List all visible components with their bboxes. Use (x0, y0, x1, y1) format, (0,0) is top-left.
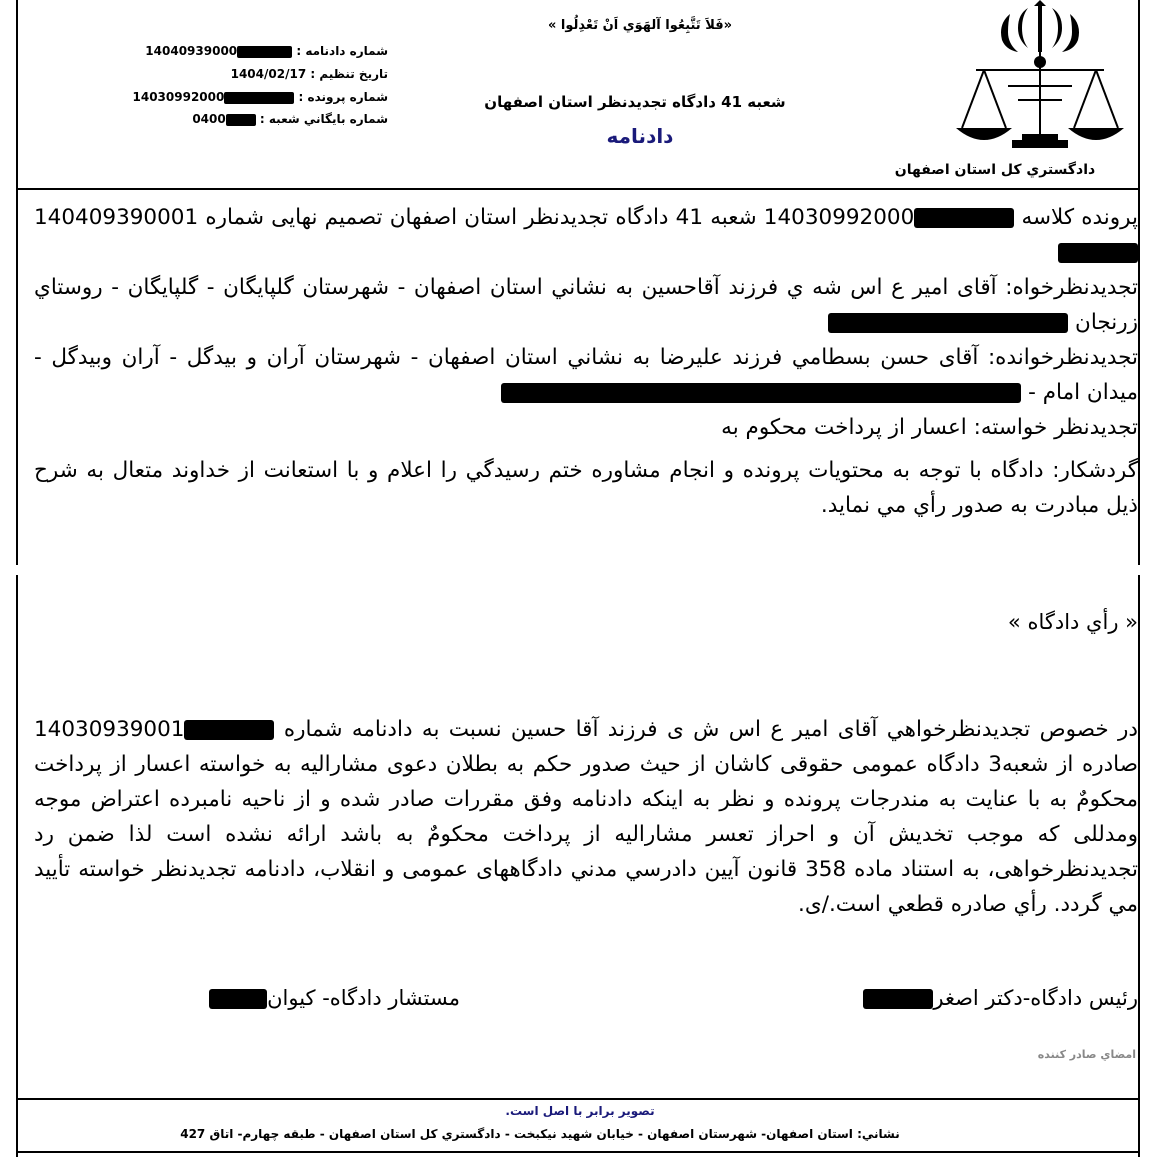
case-number-row (108, 90, 388, 104)
footer-bottom-line (16, 1151, 1140, 1153)
judiciary-emblem-icon (948, 0, 1133, 158)
verdict-reasoning: صادره از شعبه3 دادگاه عمومی حقوقی كاشان از حيث صدور حكم به بطلان دعوی مشاراليه به خواسته اعسار از پرداخت محكومٌ به با عنايت به مندرجات پرونده و نظر به اينكه دادنامه وفق مقررات صادر شده و از ناحيه نامبرده اعتراض موجه ومدللی كه موجب تخديش آن و احراز تعسر مشاراليه از پرداخت محكومٌ به باشد ارائه نشده است لذا ضمن رد تجديدنظرخواهی، به استناد ماده 358 قانون آيين دادرسي مدني دادگاههای عمومی و انقلاب، دادنامه تجدیدنظر خواسته تأیید مي گردد. رأي صادره قطعي است./ى. (34, 752, 1139, 917)
verdict-intro: در خصوص تجديدنظرخواهي آقای امير ع اس ش ى فرزند آقا حسين نسبت به دادنامه شماره (283, 717, 1138, 742)
decision-number-inline: 140409390001 (34, 205, 1138, 265)
case-number-value: 14030992000 (133, 90, 295, 104)
footer-divider (16, 1098, 1140, 1100)
case-reference: پرونده كلاسه 14030992000 شعبه 41 دادگاه تجدیدنظر استان اصفهان تصميم نهايی شماره 140409390001 (34, 200, 1138, 270)
issue-date-value: 1404/02/17 (230, 67, 307, 81)
judiciary-name: دادگستري كل استان اصفهان (894, 162, 1096, 178)
frame-left-top (16, 0, 18, 565)
case-number-label: شماره پرونده : (298, 90, 388, 104)
request-line: تجدیدنظر خواسته: اعسار از پرداخت محكوم به (721, 415, 1138, 440)
issue-date-label: تاريخ تنظيم : (310, 67, 388, 81)
frame-right-bottom (1138, 575, 1140, 1157)
footer-address: نشاني: استان اصفهان- شهرستان اصفهان - خيابان شهيد نيكبخت - دادگستري كل استان اصفهان - طبقه چهارم- اتاق 427 (180, 1127, 900, 1141)
advisor-signature: مستشار دادگاه- كيوان (160, 986, 460, 1010)
certified-copy-note: تصوير برابر با اصل است. (505, 1104, 655, 1118)
court-branch-title: شعبه 41 دادگاه تجدیدنظر استان اصفهان (484, 93, 786, 111)
verdict-body (34, 712, 1138, 922)
signer-label: امضاي صادر كننده (1037, 1048, 1136, 1061)
header-divider (16, 188, 1140, 190)
decision-number-label: شماره دادنامه : (296, 44, 388, 58)
verdict-ref-number: 14030939001 (34, 717, 274, 742)
document-type-title: دادنامه (606, 124, 674, 148)
chief-signature: رئيس دادگاه-دكتر اصغر (800, 986, 1138, 1010)
decision-number-value: 14040939000 (145, 44, 292, 58)
frame-right-top (1138, 0, 1140, 565)
case-number-inline: 14030992000 (764, 205, 1014, 230)
case-details (34, 200, 1138, 523)
verdict-title: « رأي دادگاه » (1007, 610, 1138, 634)
gardeshkar-paragraph: گردشكار: دادگاه با توجه به محتويات پرونده و انجام مشاوره ختم رسيدگي را اعلام و با استعانت از خداوند متعال به شرح ذيل مبادرت به صدور رأي مي نمايد. (34, 458, 1138, 518)
quran-verse: «فَلاَ تَتَّبِعُوا آلهَوَي اَنْ تَعْدِلُوا » (548, 18, 732, 33)
archive-number-row (108, 112, 388, 126)
archive-number-value: 0400 (192, 112, 255, 126)
frame-left-bottom (16, 575, 18, 1157)
appellee-line: تجدیدنظرخوانده: آقای حسن بسطامي فرزند عليرضا به نشاني استان اصفهان - شهرستان آران و بيدگل - آران وبيدگل - ميدان امام - (34, 345, 1138, 405)
archive-number-label: شماره بايگاني شعبه : (259, 112, 388, 126)
issue-date-row (108, 67, 388, 81)
decision-number-row (108, 44, 388, 58)
appellant-line: تجدیدنظرخواه: آقای امیر ع اس شه ي فرزند آقاحسين به نشاني استان اصفهان - شهرستان گلپايگان - گلپايگان - روستاي زرنجان (34, 275, 1138, 335)
